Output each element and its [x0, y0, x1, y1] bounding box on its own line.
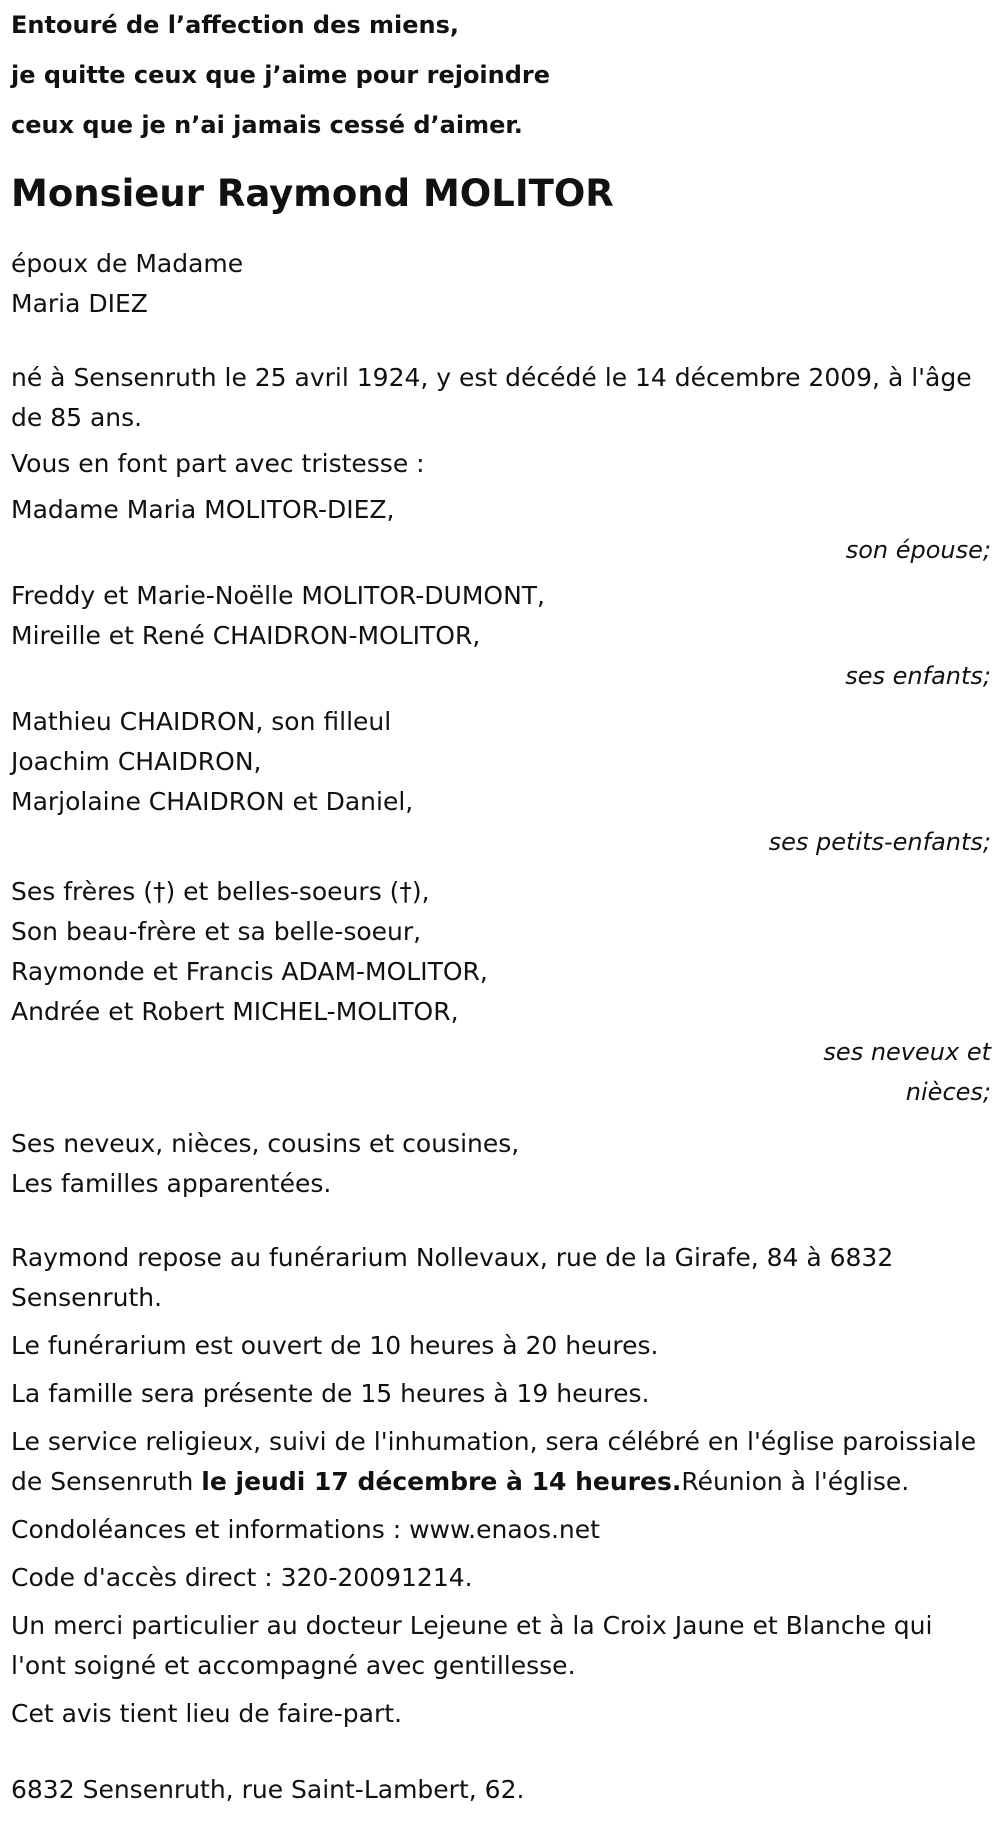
service-text-end: Réunion à l'église. [681, 1467, 910, 1496]
birth-death-info: né à Sensenruth le 25 avril 1924, y est décédé le 14 décembre 2009, à l'âge de 85 ans. [11, 363, 972, 432]
obituary-notice [11, 0, 991, 1810]
relatives-line: Ses neveux, nièces, cousins et cousines, [11, 1129, 520, 1158]
family-role: ses petits-enfants; [768, 828, 991, 856]
family-line: Ses frères (†) et belles-soeurs (†), [11, 877, 430, 906]
deceased-name: Monsieur Raymond MOLITOR [11, 172, 614, 215]
family-presence: La famille sera présente de 15 heures à 19 heures. [11, 1379, 650, 1408]
notice-line: Cet avis tient lieu de faire-part. [11, 1699, 403, 1728]
service-text: Le service religieux, suivi de l'inhumation, sera célébré en l'église paroissiale de Sensenruth [11, 1427, 977, 1496]
family-line: Madame Maria MOLITOR-DIEZ, [11, 495, 395, 524]
announcement-line: Vous en font part avec tristesse : [11, 449, 425, 478]
spouse-line: Maria DIEZ [11, 289, 148, 318]
family-line: Son beau-frère et sa belle-soeur, [11, 917, 422, 946]
family-line: Mathieu CHAIDRON, son filleul [11, 707, 392, 736]
quote-line: je quitte ceux que j’aime pour rejoindre [11, 61, 551, 89]
spouse-info [11, 244, 991, 324]
service-date: le jeudi 17 décembre à 14 heures. [201, 1467, 682, 1496]
family-role: son épouse; [845, 536, 991, 564]
relatives-line: Les familles apparentées. [11, 1169, 332, 1198]
other-relatives [11, 1124, 991, 1204]
funerarium-info: Raymond repose au funérarium Nollevaux, rue de la Girafe, 84 à 6832 Sensenruth. [11, 1243, 894, 1312]
opening-quote [11, 0, 991, 150]
funerarium-hours: Le funérarium est ouvert de 10 heures à 20 heures. [11, 1331, 659, 1360]
home-address: 6832 Sensenruth, rue Saint-Lambert, 62. [11, 1775, 525, 1804]
condolences-info: Condoléances et informations : www.enaos.net [11, 1515, 600, 1544]
quote-line: ceux que je n’ai jamais cessé d’aimer. [11, 111, 523, 139]
thanks-note: Un merci particulier au docteur Lejeune et à la Croix Jaune et Blanche qui l'ont soigné et accompagné avec gentillesse. [11, 1611, 933, 1680]
family-role: nièces; [905, 1078, 991, 1106]
service-info [11, 1422, 991, 1502]
quote-line: Entouré de l’affection des miens, [11, 11, 460, 39]
access-code: Code d'accès direct : 320-20091214. [11, 1563, 473, 1592]
spouse-line: époux de Madame [11, 249, 244, 278]
family-role: ses neveux et [823, 1038, 991, 1066]
family-line: Joachim CHAIDRON, [11, 747, 262, 776]
family-group-grandchildren [11, 702, 991, 862]
family-group-siblings [11, 872, 991, 1112]
family-line: Raymonde et Francis ADAM-MOLITOR, [11, 957, 488, 986]
family-group-spouse [11, 490, 991, 570]
family-line: Mireille et René CHAIDRON-MOLITOR, [11, 621, 481, 650]
family-role: ses enfants; [845, 662, 991, 690]
family-line: Freddy et Marie-Noëlle MOLITOR-DUMONT, [11, 581, 545, 610]
family-line: Marjolaine CHAIDRON et Daniel, [11, 787, 414, 816]
family-line: Andrée et Robert MICHEL-MOLITOR, [11, 997, 459, 1026]
family-group-children [11, 576, 991, 696]
